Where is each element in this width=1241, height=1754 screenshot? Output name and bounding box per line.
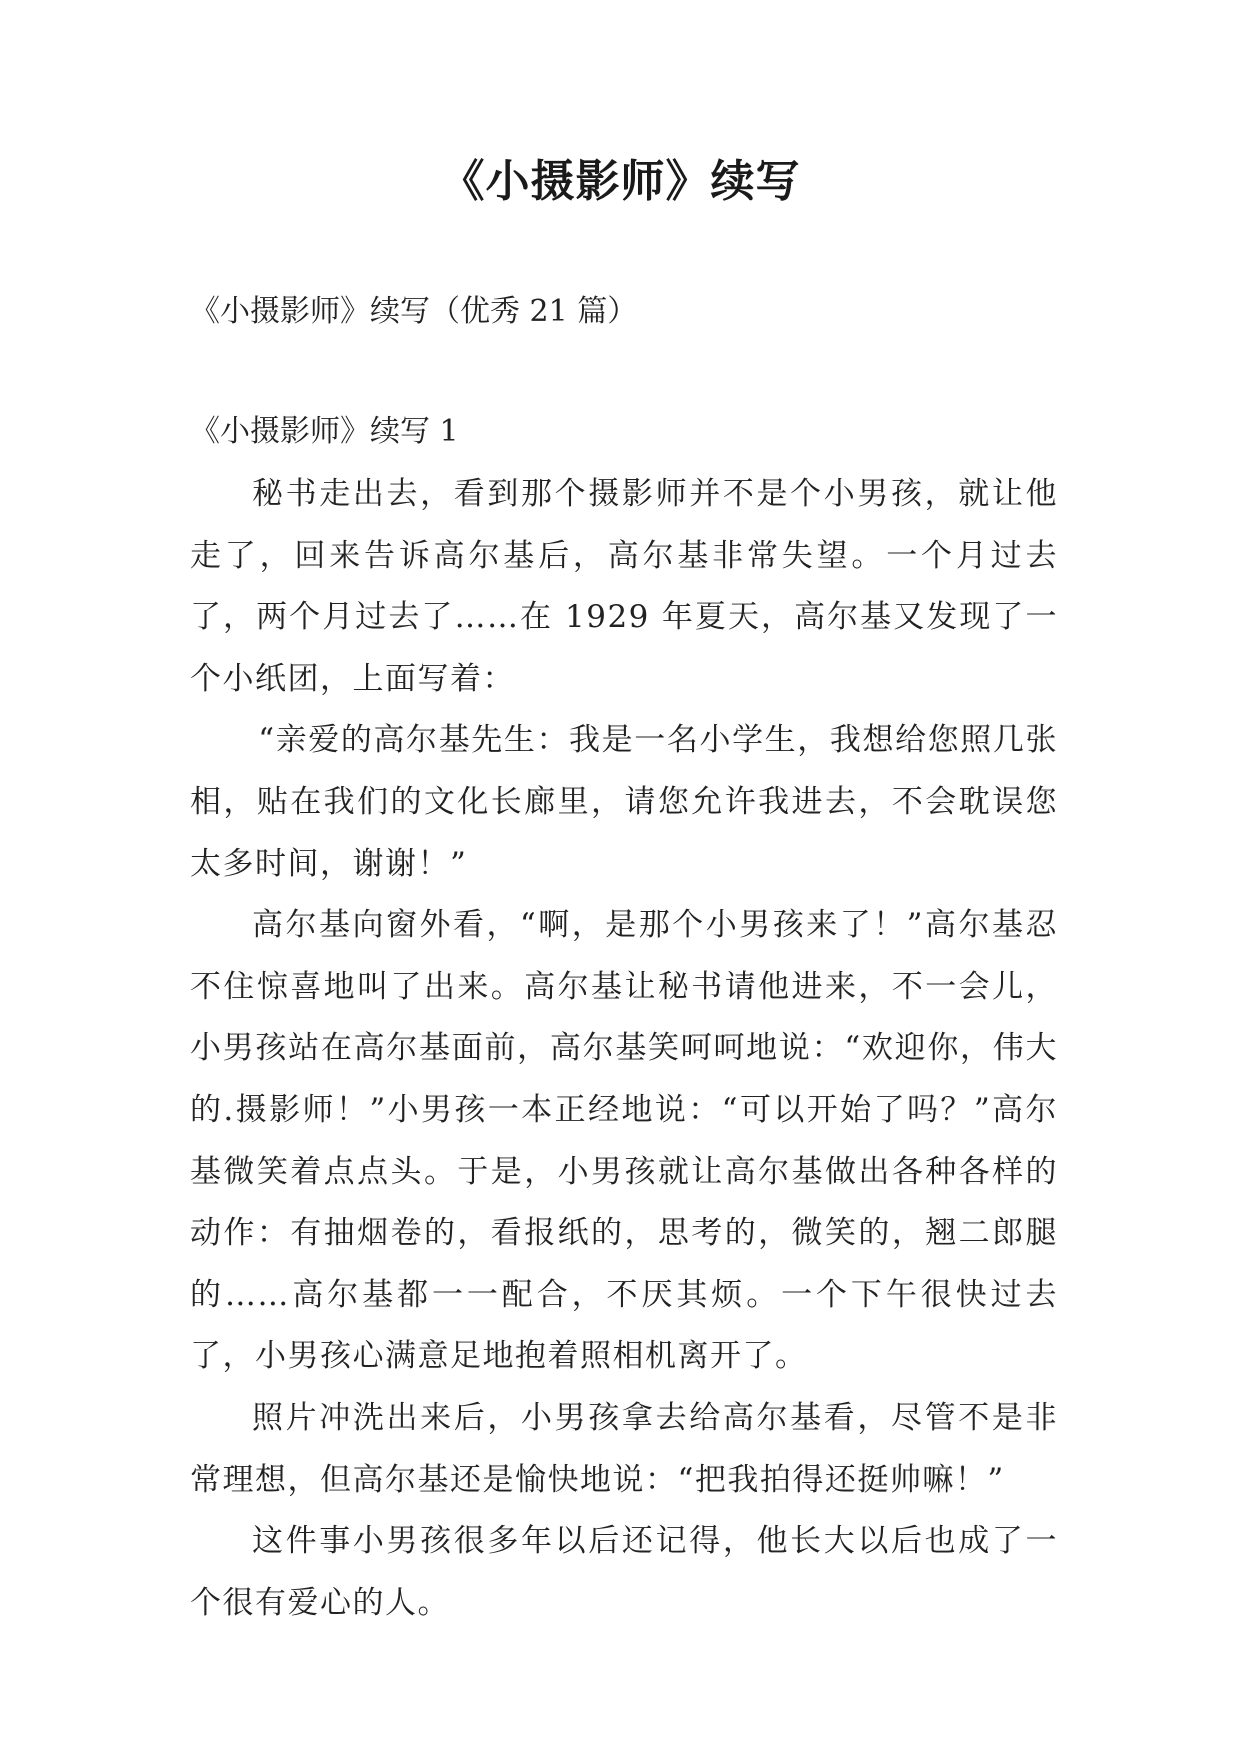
paragraph: 照片冲洗出来后，小男孩拿去给高尔基看，尽管不是非常理想，但高尔基还是愉快地说：“把我拍得还挺帅嘛！” (190, 1399, 1058, 1498)
document-body (190, 464, 1058, 1634)
paragraph: 高尔基向窗外看，“啊，是那个小男孩来了！”高尔基忍不住惊喜地叫了出来。高尔基让秘书请他进来，不一会儿，小男孩站在高尔基面前，高尔基笑呵呵地说：“欢迎你，伟大的.摄影师！”小男孩一本正经地说：“可以开始了吗？”高尔基微笑着点点头。于是，小男孩就让高尔基做出各种各样的动作：有抽烟卷的，看报纸的，思考的，微笑的，翘二郎腿的……高尔基都一一配合，不厌其烦。一个下午很快过去了，小男孩心满意足地抱着照相机离开了。 (190, 907, 1058, 1375)
document-subtitle: 《小摄影师》续写（优秀 21 篇） (190, 294, 638, 329)
section-heading: 《小摄影师》续写 1 (190, 414, 459, 449)
document-title: 《小摄影师》续写 (440, 156, 801, 207)
paragraph: 秘书走出去，看到那个摄影师并不是个小男孩，就让他走了，回来告诉高尔基后，高尔基非常失望。一个月过去了，两个月过去了……在 1929 年夏天，高尔基又发现了一个小纸团，上面写着： (190, 476, 1058, 697)
paragraph-letter: “亲爱的高尔基先生：我是一名小学生，我想给您照几张相，贴在我们的文化长廊里，请您允许我进去，不会耽误您太多时间，谢谢！” (190, 722, 1058, 882)
paragraph: 这件事小男孩很多年以后还记得，他长大以后也成了一个很有爱心的人。 (190, 1523, 1058, 1621)
